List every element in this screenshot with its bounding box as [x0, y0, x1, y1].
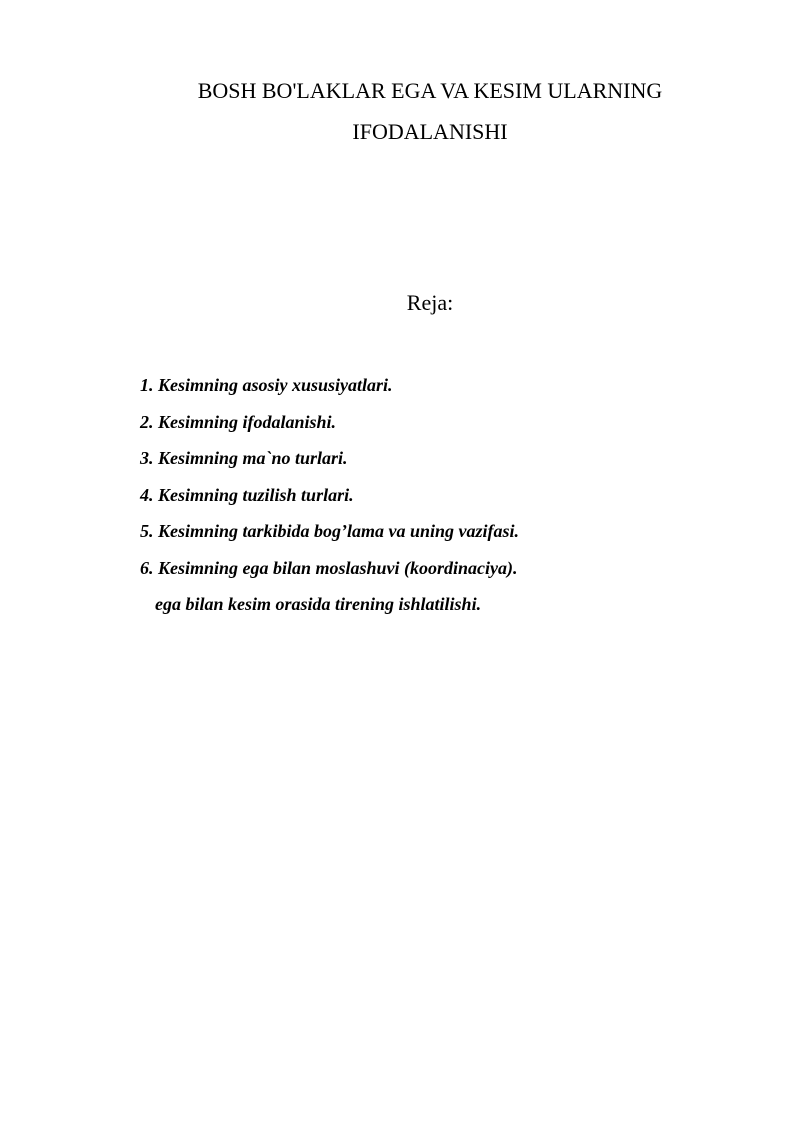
plan-item-1: 1. Kesimning asosiy xususiyatlari.	[140, 375, 393, 395]
document-title-line-2: IFODALANISHI	[352, 119, 508, 144]
plan-item-5: 5. Kesimning tarkibida bog’lama va uning vazifasi.	[140, 521, 520, 541]
plan-item-6-continuation: ega bilan kesim orasida tirening ishlatilishi.	[155, 594, 482, 614]
plan-item-3: 3. Kesimning ma`no turlari.	[140, 448, 348, 468]
plan-heading: Reja:	[406, 290, 454, 315]
plan-item-4: 4. Kesimning tuzilish turlari.	[140, 484, 354, 505]
plan-item-6: 6. Kesimning ega bilan moslashuvi (koordinaciya).	[140, 557, 518, 578]
plan-item-2: 2. Kesimning ifodalanishi.	[140, 411, 337, 432]
plan-list	[140, 367, 519, 623]
document-title-line-1: BOSH BO'LAKLAR EGA VA KESIM ULARNING	[197, 78, 663, 103]
